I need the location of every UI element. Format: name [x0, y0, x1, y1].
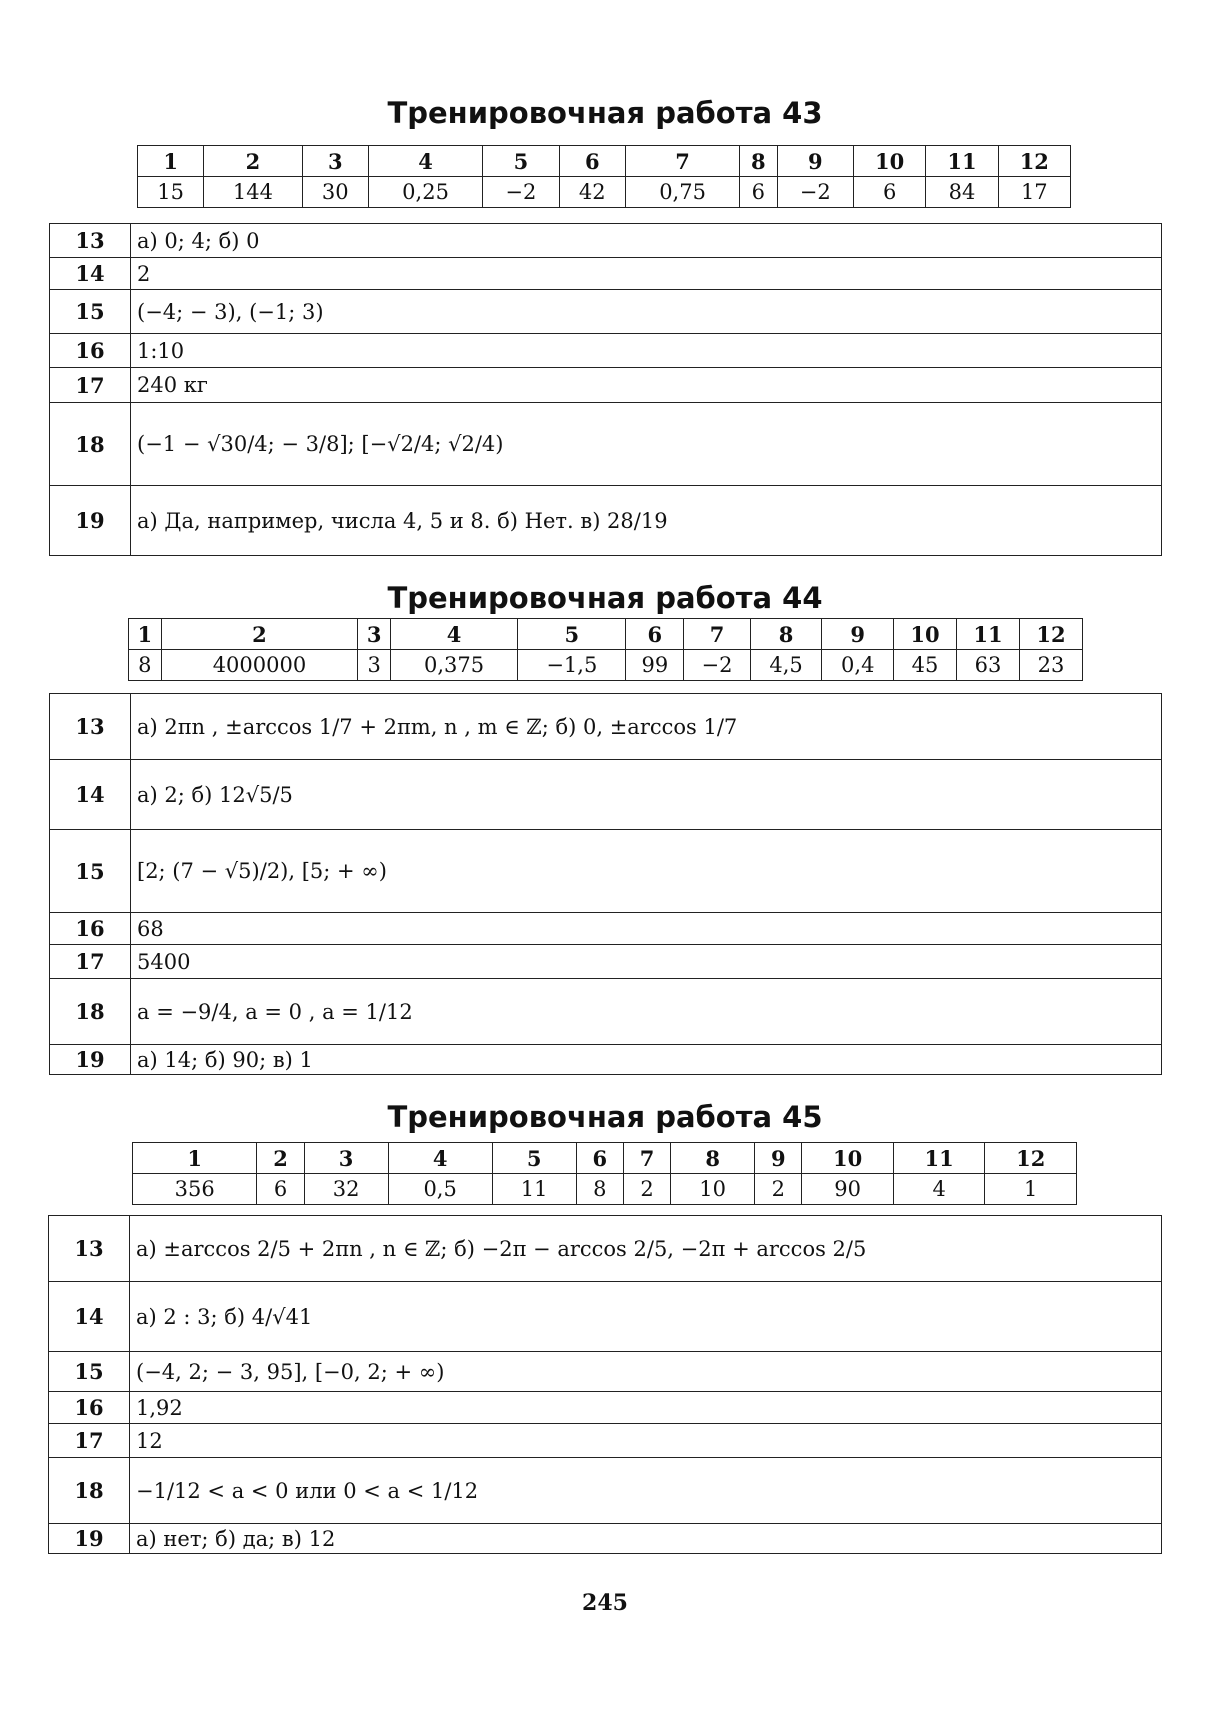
long-answer: 1,92: [130, 1392, 1162, 1424]
short-answer: 4000000: [161, 650, 358, 681]
work-44-short-table: [128, 618, 1083, 681]
short-answer: 11: [492, 1174, 576, 1205]
task-number: 5: [483, 146, 559, 177]
task-number: 3: [304, 1143, 388, 1174]
task-number: 11: [926, 146, 998, 177]
long-answer: 240 кг: [131, 368, 1162, 403]
work-44-long-table: [49, 693, 1162, 1075]
long-answer: 1:10: [131, 334, 1162, 368]
short-answer: 15: [138, 177, 204, 208]
long-row: [49, 1392, 1162, 1424]
long-answer: −1/12 < a < 0 или 0 < a < 1/12: [130, 1458, 1162, 1524]
task-number: 5: [492, 1143, 576, 1174]
task-number: 19: [50, 1045, 131, 1075]
short-answer: 45: [894, 650, 957, 681]
task-number: 16: [50, 334, 131, 368]
long-row: [50, 403, 1162, 486]
task-number: 13: [50, 694, 131, 760]
short-answer: 2: [623, 1174, 670, 1205]
task-number: 1: [133, 1143, 257, 1174]
task-number: 3: [302, 146, 368, 177]
work-43-short-table: [137, 145, 1071, 208]
short-answer: 6: [257, 1174, 304, 1205]
long-row: [49, 1282, 1162, 1352]
page-number: 245: [582, 1590, 628, 1616]
task-number: 19: [50, 486, 131, 556]
short-answer: 6: [854, 177, 926, 208]
task-number: 4: [388, 1143, 492, 1174]
long-answer: 12: [130, 1424, 1162, 1458]
long-answer: а) ±arccos 2/5 + 2πn , n ∈ ℤ; б) −2π − arccos 2/5, −2π + arccos 2/5: [130, 1216, 1162, 1282]
long-answer: a = −9/4, a = 0 , a = 1/12: [131, 979, 1162, 1045]
task-number: 10: [802, 1143, 894, 1174]
task-number: 14: [50, 258, 131, 290]
long-answer: а) 2; б) 12√5/5: [131, 760, 1162, 830]
short-answer: 6: [740, 177, 777, 208]
long-row: [50, 258, 1162, 290]
task-number: 4: [368, 146, 482, 177]
long-answer: 5400: [131, 945, 1162, 979]
long-answer: а) 14; б) 90; в) 1: [131, 1045, 1162, 1075]
long-row: [50, 945, 1162, 979]
task-number: 10: [854, 146, 926, 177]
long-row: [50, 760, 1162, 830]
task-number: 8: [740, 146, 777, 177]
short-answer: 0,5: [388, 1174, 492, 1205]
long-row: [50, 290, 1162, 334]
work-44-title: Тренировочная работа 44: [387, 581, 823, 615]
short-number-row: [133, 1143, 1077, 1174]
task-number: 14: [49, 1282, 130, 1352]
work-43-title: Тренировочная работа 43: [387, 96, 823, 130]
task-number: 6: [559, 146, 625, 177]
short-answer: 63: [957, 650, 1020, 681]
task-number: 11: [893, 1143, 985, 1174]
long-row: [49, 1458, 1162, 1524]
task-number: 2: [161, 619, 358, 650]
long-row: [49, 1524, 1162, 1554]
short-answer-row: [138, 177, 1071, 208]
short-answer: 17: [998, 177, 1070, 208]
task-number: 18: [49, 1458, 130, 1524]
work-45-title: Тренировочная работа 45: [387, 1100, 823, 1134]
task-number: 13: [50, 224, 131, 258]
short-answer: 3: [358, 650, 391, 681]
task-number: 15: [50, 830, 131, 913]
long-answer: (−4, 2; − 3, 95], [−0, 2; + ∞): [130, 1352, 1162, 1392]
task-number: 9: [755, 1143, 802, 1174]
task-number: 2: [257, 1143, 304, 1174]
work-45-long-table: [48, 1215, 1162, 1554]
short-answer: 2: [755, 1174, 802, 1205]
long-answer: а) 2πn , ±arccos 1/7 + 2πm, n , m ∈ ℤ; б) 0, ±arccos 1/7: [131, 694, 1162, 760]
short-answer: 0,25: [368, 177, 482, 208]
short-answer: 4: [893, 1174, 985, 1205]
task-number: 14: [50, 760, 131, 830]
long-answer: а) нет; б) да; в) 12: [130, 1524, 1162, 1554]
short-number-row: [129, 619, 1083, 650]
task-number: 6: [626, 619, 684, 650]
short-answer: 144: [204, 177, 302, 208]
short-answer: 30: [302, 177, 368, 208]
task-number: 9: [822, 619, 894, 650]
task-number: 8: [671, 1143, 755, 1174]
short-answer: 0,75: [625, 177, 739, 208]
short-answer-row: [129, 650, 1083, 681]
short-answer: 42: [559, 177, 625, 208]
task-number: 5: [518, 619, 626, 650]
short-number-row: [138, 146, 1071, 177]
long-answer: а) Да, например, числа 4, 5 и 8. б) Нет. в) 28/19: [131, 486, 1162, 556]
task-number: 17: [49, 1424, 130, 1458]
short-answer: −2: [777, 177, 853, 208]
long-row: [50, 1045, 1162, 1075]
long-row: [50, 368, 1162, 403]
task-number: 11: [957, 619, 1020, 650]
short-answer: 90: [802, 1174, 894, 1205]
short-answer: 1: [985, 1174, 1077, 1205]
short-answer: 23: [1019, 650, 1082, 681]
long-answer: а) 0; 4; б) 0: [131, 224, 1162, 258]
task-number: 12: [998, 146, 1070, 177]
work-45-short-table: [132, 1142, 1077, 1205]
short-answer: 4,5: [750, 650, 822, 681]
long-row: [50, 913, 1162, 945]
task-number: 1: [129, 619, 162, 650]
short-answer: 8: [576, 1174, 623, 1205]
long-row: [50, 224, 1162, 258]
short-answer: 0,4: [822, 650, 894, 681]
task-number: 18: [50, 403, 131, 486]
long-row: [49, 1424, 1162, 1458]
short-answer-row: [133, 1174, 1077, 1205]
task-number: 7: [684, 619, 751, 650]
task-number: 13: [49, 1216, 130, 1282]
short-answer: 10: [671, 1174, 755, 1205]
task-number: 18: [50, 979, 131, 1045]
short-answer: −2: [483, 177, 559, 208]
task-number: 10: [894, 619, 957, 650]
task-number: 12: [1019, 619, 1082, 650]
long-row: [50, 979, 1162, 1045]
long-answer: 2: [131, 258, 1162, 290]
short-answer: 99: [626, 650, 684, 681]
short-answer: 84: [926, 177, 998, 208]
task-number: 16: [50, 913, 131, 945]
task-number: 7: [625, 146, 739, 177]
task-number: 15: [50, 290, 131, 334]
short-answer: −2: [684, 650, 751, 681]
short-answer: 32: [304, 1174, 388, 1205]
task-number: 17: [50, 368, 131, 403]
long-row: [50, 830, 1162, 913]
long-answer: 68: [131, 913, 1162, 945]
long-answer: (−1 − √30/4; − 3/8]; [−√2/4; √2/4): [131, 403, 1162, 486]
task-number: 2: [204, 146, 302, 177]
work-43-long-table: [49, 223, 1162, 556]
long-row: [49, 1352, 1162, 1392]
long-answer: (−4; − 3), (−1; 3): [131, 290, 1162, 334]
long-row: [50, 694, 1162, 760]
short-answer: 8: [129, 650, 162, 681]
long-answer: [2; (7 − √5)/2), [5; + ∞): [131, 830, 1162, 913]
long-row: [50, 334, 1162, 368]
task-number: 6: [576, 1143, 623, 1174]
short-answer: −1,5: [518, 650, 626, 681]
task-number: 19: [49, 1524, 130, 1554]
task-number: 12: [985, 1143, 1077, 1174]
task-number: 4: [390, 619, 517, 650]
task-number: 16: [49, 1392, 130, 1424]
short-answer: 0,375: [390, 650, 517, 681]
task-number: 7: [623, 1143, 670, 1174]
long-row: [50, 486, 1162, 556]
short-answer: 356: [133, 1174, 257, 1205]
task-number: 9: [777, 146, 853, 177]
task-number: 17: [50, 945, 131, 979]
task-number: 15: [49, 1352, 130, 1392]
long-answer: а) 2 : 3; б) 4/√41: [130, 1282, 1162, 1352]
task-number: 8: [750, 619, 822, 650]
long-row: [49, 1216, 1162, 1282]
task-number: 3: [358, 619, 391, 650]
task-number: 1: [138, 146, 204, 177]
